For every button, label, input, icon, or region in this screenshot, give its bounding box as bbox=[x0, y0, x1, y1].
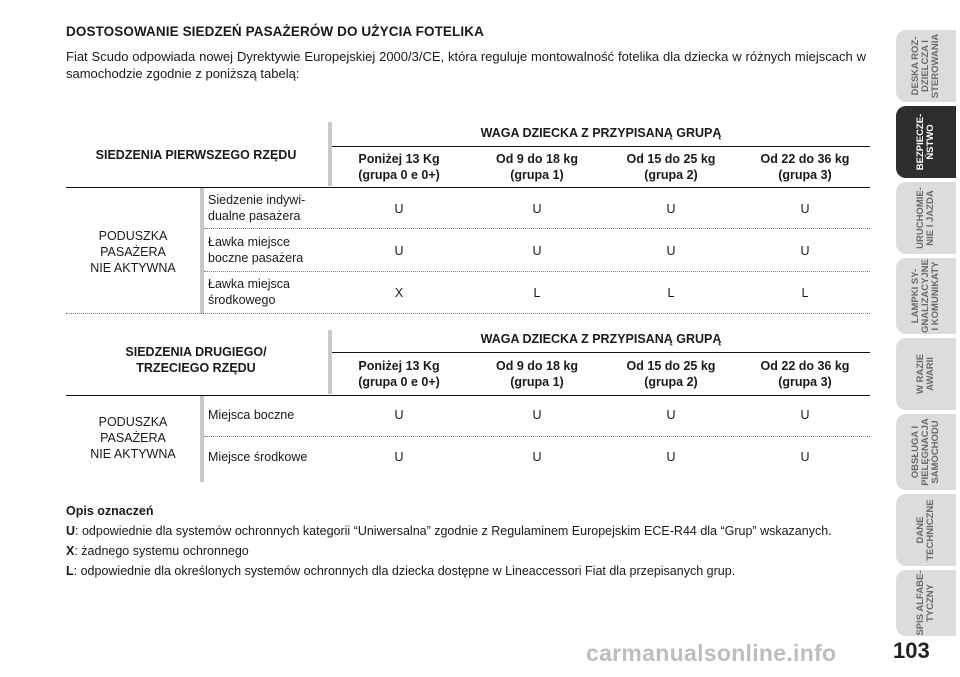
tab-deska-rozdzielcza[interactable] bbox=[896, 30, 956, 102]
tab-label: DESKA ROZ- DZIELCZA I STEROWANIA bbox=[910, 33, 941, 99]
table-cell: U bbox=[532, 450, 542, 464]
table2-col-header: Od 15 do 25 kg (grupa 2) bbox=[626, 359, 716, 389]
legend-item bbox=[66, 541, 866, 561]
legend-item bbox=[66, 561, 866, 581]
table-cell: U bbox=[800, 450, 810, 464]
tab-label: BEZPIECZE- ŃSTWO bbox=[915, 113, 936, 171]
table1-col-header: Od 22 do 36 kg (grupa 3) bbox=[760, 152, 850, 182]
legend-text: : żadnego systemu ochronnego bbox=[74, 544, 249, 558]
tab-label: OBSŁUGA I PIELĘGNACJA SAMOCHODU bbox=[910, 418, 941, 486]
tab-uruchomienie[interactable] bbox=[896, 182, 956, 254]
legend-key: L bbox=[66, 564, 74, 578]
table-cell: L bbox=[533, 286, 541, 300]
page-number: 103 bbox=[893, 638, 930, 663]
table-cell: U bbox=[532, 244, 542, 258]
table-row-label: Ławka miejsce boczne pasażera bbox=[208, 235, 304, 265]
tab-label: DANE TECHNICZNE bbox=[915, 499, 936, 561]
table-cell: U bbox=[800, 408, 810, 422]
table1-col-header: Od 15 do 25 kg (grupa 2) bbox=[626, 152, 716, 182]
table2-col-header: Poniżej 13 Kg (grupa 0 e 0+) bbox=[358, 359, 440, 389]
table-cell: U bbox=[532, 202, 542, 216]
table-cell: U bbox=[666, 244, 676, 258]
chapter-tabs bbox=[896, 0, 960, 677]
page-title: DOSTOSOWANIE SIEDZEŃ PASAŻERÓW DO UŻYCIA FOTELIKA bbox=[66, 24, 484, 39]
table-cell: U bbox=[666, 450, 676, 464]
table1-row-group: PODUSZKA PASAŻERA NIE AKTYWNA bbox=[90, 229, 176, 275]
table1-group-header: WAGA DZIECKA Z PRZYPISANĄ GRUPĄ bbox=[480, 126, 722, 140]
tab-spis-alfabetyczny[interactable] bbox=[896, 570, 956, 636]
tab-dane-techniczne[interactable] bbox=[896, 494, 956, 566]
table-cell: X bbox=[394, 286, 404, 300]
table-cell: U bbox=[394, 202, 404, 216]
legend-key: X bbox=[66, 544, 75, 558]
table-cell: U bbox=[394, 408, 404, 422]
table1-col-header: Poniżej 13 Kg (grupa 0 e 0+) bbox=[358, 152, 440, 182]
legend-key: U bbox=[66, 524, 76, 538]
table-cell: L bbox=[667, 286, 675, 300]
table-row-label: Ławka miejsca środkowego bbox=[208, 277, 290, 307]
watermark: carmanualsonline.info bbox=[586, 640, 837, 666]
table2-group-header: WAGA DZIECKA Z PRZYPISANĄ GRUPĄ bbox=[480, 332, 722, 346]
tab-label: LAMPKI SY- GNALIZACYJNE I KOMUNIKATY bbox=[910, 259, 941, 333]
intro-paragraph: Fiat Scudo odpowiada nowej Dyrektywie Europejskiej 2000/3/CE, która reguluje montowalność fotelika dla dziecka w różnych miejscach w samochodzie zgodnie z poniższą tabelą: bbox=[66, 49, 866, 81]
table2-col-header: Od 9 do 18 kg (grupa 1) bbox=[496, 359, 578, 389]
table1-left-header: SIEDZENIA PIERWSZEGO RZĘDU bbox=[95, 148, 297, 162]
tab-label: W RAZIE AWARII bbox=[915, 353, 936, 395]
legend bbox=[66, 501, 866, 581]
tab-obsluga[interactable] bbox=[896, 414, 956, 490]
tab-w-razie-awarii[interactable] bbox=[896, 338, 956, 410]
legend-text: : odpowiednie dla określonych systemów ochronnych dla dziecka dostępne w Lineaccessori Fiat dla przepisanych grup. bbox=[73, 564, 736, 578]
table-cell: U bbox=[394, 244, 404, 258]
tab-lampki[interactable] bbox=[896, 258, 956, 334]
table-row-label: Siedzenie indywi- dualne pasażera bbox=[208, 193, 306, 223]
table2-left-header: SIEDZENIA DRUGIEGO/ TRZECIEGO RZĘDU bbox=[125, 345, 267, 375]
table-cell: U bbox=[800, 244, 810, 258]
table-cell: U bbox=[532, 408, 542, 422]
table-cell: U bbox=[394, 450, 404, 464]
table-cell: U bbox=[666, 202, 676, 216]
table2-col-header: Od 22 do 36 kg (grupa 3) bbox=[760, 359, 850, 389]
tab-label: SPIS ALFABE- TYCZNY bbox=[915, 570, 936, 636]
legend-text: : odpowiednie dla systemów ochronnych kategorii “Uniwersalna” zgodnie z Regulaminem Europejskim ECE-R44 dla “Grup” wskazanych. bbox=[75, 524, 832, 538]
table-cell: L bbox=[801, 286, 809, 300]
tab-label: URUCHOMIE- NIE I JAZDA bbox=[915, 187, 936, 249]
table2-row-group: PODUSZKA PASAŻERA NIE AKTYWNA bbox=[90, 415, 176, 461]
table-second-row bbox=[66, 330, 870, 482]
table-first-row bbox=[66, 122, 870, 314]
tab-bezpieczenstwo[interactable] bbox=[896, 106, 956, 178]
table-row-label: Miejsce środkowe bbox=[208, 450, 308, 464]
table-row-label: Miejsca boczne bbox=[208, 408, 295, 422]
table-cell: U bbox=[800, 202, 810, 216]
legend-heading: Opis oznaczeń bbox=[66, 504, 154, 518]
table-cell: U bbox=[666, 408, 676, 422]
table1-col-header: Od 9 do 18 kg (grupa 1) bbox=[496, 152, 578, 182]
legend-item bbox=[66, 521, 866, 541]
